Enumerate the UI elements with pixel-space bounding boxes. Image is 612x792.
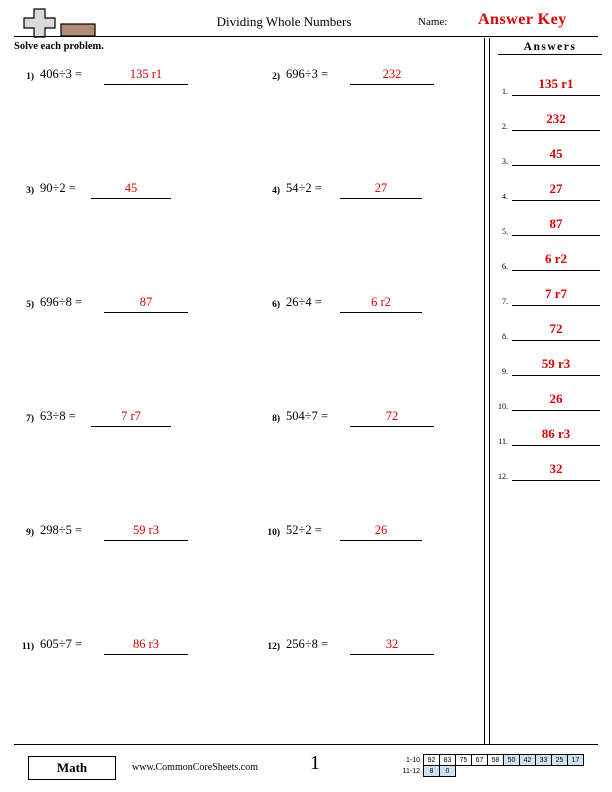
problem-11 [14,636,229,660]
answer-blank-6[interactable]: 6 r2 [340,295,422,313]
answer-blank-11[interactable]: 86 r3 [104,637,188,655]
problem-expression: 63÷8 = [40,409,76,423]
answer-number: 10. [498,402,508,411]
score-table [398,754,584,777]
problem-expression: 26÷4 = [286,295,322,309]
answer-number: 12. [498,472,508,481]
score-cell-empty [536,766,552,777]
problem-expression: 504÷7 = [286,409,329,423]
problem-number: 8) [272,414,280,424]
problem-number: 11) [21,642,34,652]
answer-number: 2. [502,122,508,131]
problem-number: 4) [272,186,280,196]
score-cell-empty [568,766,584,777]
score-cell: 25 [552,755,568,766]
answer-blank-2[interactable]: 232 [350,67,434,85]
answer-item-8 [494,321,602,347]
answer-blank-10[interactable]: 26 [340,523,422,541]
problem-number: 7) [26,414,34,424]
answer-value[interactable]: 135 r1 [512,76,600,96]
problem-number: 2) [272,72,280,82]
answer-value[interactable]: 6 r2 [512,251,600,271]
score-cell-empty [552,766,568,777]
answer-key-label: Answer Key [478,11,567,28]
problem-10 [260,522,475,546]
answer-value[interactable]: 232 [512,111,600,131]
score-cell: 75 [456,755,472,766]
answer-value[interactable]: 26 [512,391,600,411]
answer-item-4 [494,181,602,207]
answer-blank-5[interactable]: 87 [104,295,188,313]
problem-7 [14,408,229,432]
problem-number: 6) [272,300,280,310]
answer-item-12 [494,461,602,487]
problem-number: 12) [267,642,280,652]
score-cell-empty [456,766,472,777]
answer-value[interactable]: 86 r3 [512,426,600,446]
page-header [14,8,598,38]
answer-value[interactable]: 72 [512,321,600,341]
problem-expression: 298÷5 = [40,523,83,537]
answer-blank-9[interactable]: 59 r3 [104,523,188,541]
answer-number: 9. [502,367,508,376]
answer-blank-12[interactable]: 32 [350,637,434,655]
problem-number: 9) [26,528,34,538]
problem-expression: 90÷2 = [40,181,76,195]
score-cell: 83 [440,755,456,766]
score-cell-empty [520,766,536,777]
answer-number: 7. [502,297,508,306]
problem-2 [260,66,475,90]
problem-list [14,58,476,718]
answer-blank-3[interactable]: 45 [91,181,171,199]
answer-item-1 [494,76,602,102]
score-cell-empty [472,766,488,777]
problem-4 [260,180,475,204]
answer-number: 8. [502,332,508,341]
problem-expression: 52÷2 = [286,523,322,537]
website-url[interactable]: www.CommonCoreSheets.com [132,762,259,773]
answer-blank-7[interactable]: 7 r7 [91,409,171,427]
answer-number: 1. [502,87,508,96]
answer-item-5 [494,216,602,242]
problem-number: 3) [26,186,34,196]
answer-number: 3. [502,157,508,166]
score-cell-empty [488,766,504,777]
subject-badge: Math [28,756,116,780]
problem-1 [14,66,229,90]
score-cell: 42 [520,755,536,766]
score-row-1 [398,755,584,766]
score-cell-empty [504,766,520,777]
score-cell: 92 [424,755,440,766]
score-row-1-label: 1-10 [405,756,420,764]
answer-value[interactable]: 32 [512,461,600,481]
problem-expression: 256÷8 = [286,637,329,651]
problem-6 [260,294,475,318]
header-divider [14,36,598,37]
score-cell: 17 [568,755,584,766]
problem-12 [260,636,475,660]
answer-item-7 [494,286,602,312]
problem-number: 10) [267,528,280,538]
problem-expression: 605÷7 = [40,637,83,651]
column-divider-right [489,38,490,744]
problem-3 [14,180,229,204]
score-cell: 67 [472,755,488,766]
answer-blank-1[interactable]: 135 r1 [104,67,188,85]
answer-blank-4[interactable]: 27 [340,181,422,199]
problem-9 [14,522,229,546]
answer-number: 5. [502,227,508,236]
commoncoresheets-logo-icon [14,8,100,38]
answer-value[interactable]: 59 r3 [512,356,600,376]
instructions: Solve each problem. [14,41,104,52]
answer-item-10 [494,391,602,417]
answer-number: 11. [498,437,508,446]
problem-number: 1) [26,72,34,82]
column-divider-left [484,38,485,744]
answer-value[interactable]: 87 [512,216,600,236]
answer-item-3 [494,146,602,172]
score-cell: 8 [424,766,440,777]
answer-number: 6. [502,262,508,271]
problem-expression: 406÷3 = [40,67,83,81]
problem-8 [260,408,475,432]
problem-number: 5) [26,300,34,310]
answer-blank-8[interactable]: 72 [350,409,434,427]
answer-value[interactable]: 45 [512,146,600,166]
problem-expression: 696÷8 = [40,295,83,309]
answer-item-2 [494,111,602,137]
problem-expression: 54÷2 = [286,181,322,195]
answer-item-6 [494,251,602,277]
page-title: Dividing Whole Numbers [216,14,352,29]
name-label: Name: [418,16,448,28]
score-row-2 [398,766,584,777]
problem-expression: 696÷3 = [286,67,329,81]
score-cell: 33 [536,755,552,766]
footer-divider [14,744,598,745]
answer-number: 4. [502,192,508,201]
score-cell: 50 [504,755,520,766]
score-cell: 58 [488,755,504,766]
score-cell: 0 [440,766,456,777]
page-number: 1 [310,752,320,774]
answer-item-11 [494,426,602,452]
problem-5 [14,294,229,318]
answer-value[interactable]: 7 r7 [512,286,600,306]
score-row-2-label: 11-12 [402,767,420,775]
answers-heading: Answers [498,41,602,55]
answer-item-9 [494,356,602,382]
answer-value[interactable]: 27 [512,181,600,201]
